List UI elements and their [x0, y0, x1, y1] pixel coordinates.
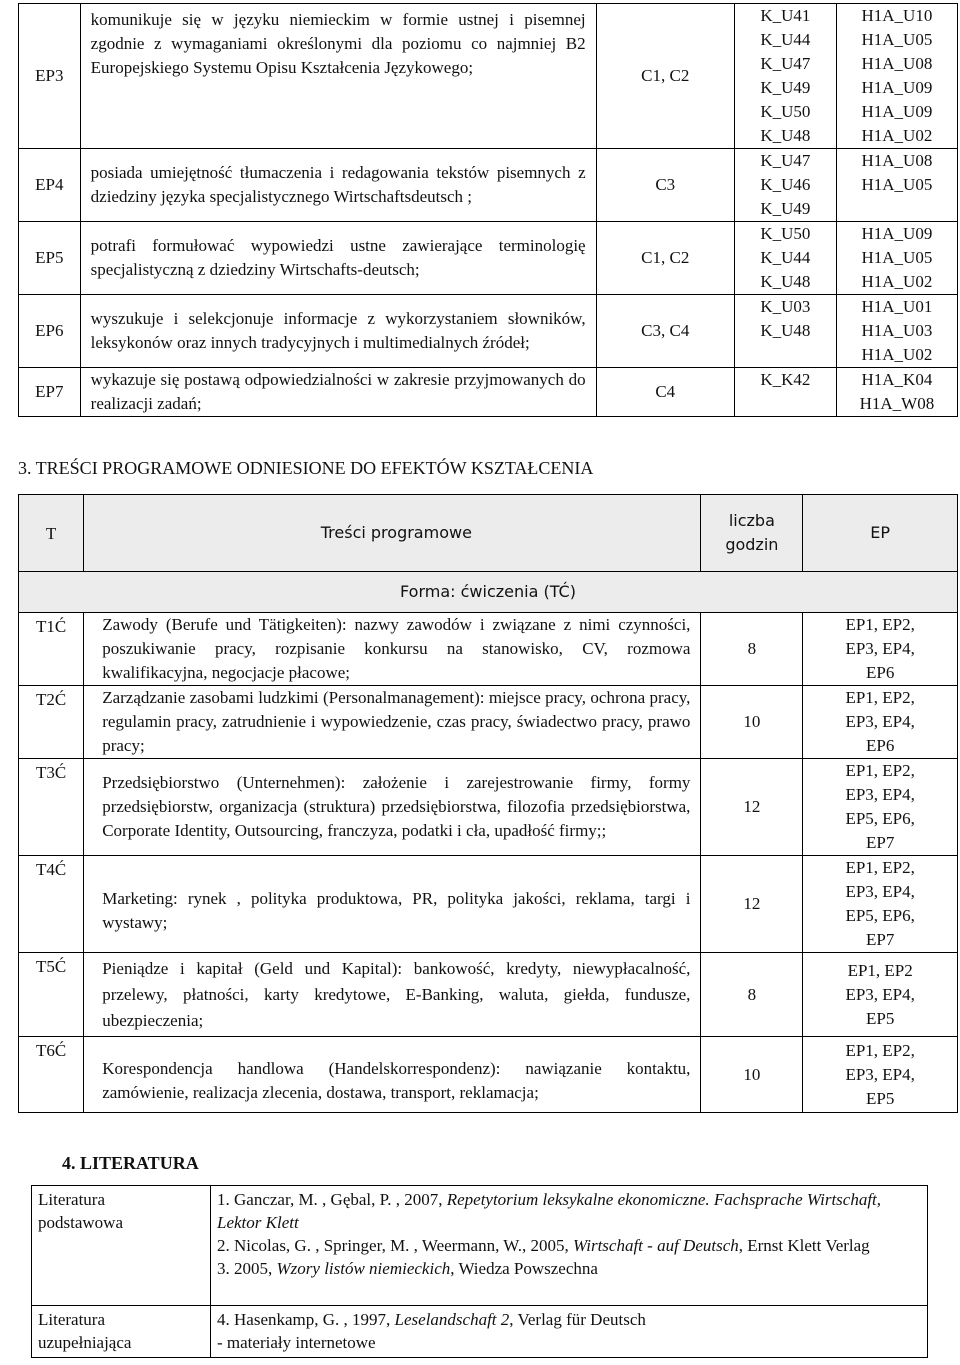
outcome-code: EP4 — [19, 149, 81, 222]
literature-table — [31, 1185, 928, 1358]
table-row — [19, 856, 958, 953]
topic-eps: EP1, EP2, EP3, EP4, EP6 — [803, 686, 958, 759]
extra-literature-row — [32, 1306, 928, 1358]
basic-literature-list — [211, 1186, 928, 1306]
outcome-direction-effects: K_U41 K_U44 K_U47 K_U49 K_U50 K_U48 — [734, 4, 836, 149]
topic-code: T5Ć — [19, 953, 84, 1037]
section-3-heading: 3. TREŚCI PROGRAMOWE ODNIESIONE DO EFEKTÓW KSZTAŁCENIA — [18, 458, 594, 478]
topic-hours: 8 — [701, 613, 803, 686]
topic-content: Zawody (Berufe und Tätigkeiten): nazwy zawodów i związane z nimi czynności, poszukiwanie pracy, rozpisanie konkursu na stanowisko, CV, rozmowa kwalifikacyjna, negocjacje płacowe; — [84, 613, 701, 686]
outcome-description: posiada umiejętność tłumaczenia i redagowania tekstów pisemnych z dziedziny języka specjalistycznego Wirtschaftsdeutsch ; — [80, 149, 596, 222]
outcome-description: potrafi formułować wypowiedzi ustne zawierające terminologię specjalistyczną z dziedziny Wirtschafts-deutsch; — [80, 222, 596, 295]
table-row — [19, 953, 958, 1037]
table-row — [19, 759, 958, 856]
outcome-area-effects: H1A_U09 H1A_U05 H1A_U02 — [836, 222, 957, 295]
outcome-row — [19, 368, 958, 417]
header-content: Treści programowe — [84, 495, 701, 572]
topic-eps: EP1, EP2, EP3, EP4, EP5 — [803, 1037, 958, 1113]
topic-eps: EP1, EP2, EP3, EP4, EP5, EP6, EP7 — [803, 759, 958, 856]
outcome-area-effects: H1A_U08 H1A_U05 — [836, 149, 957, 222]
outcome-direction-effects: K_U03 K_U48 — [734, 295, 836, 368]
table-row — [19, 613, 958, 686]
form-row — [19, 572, 958, 613]
outcome-code: EP7 — [19, 368, 81, 417]
topic-eps: EP1, EP2 EP3, EP4, EP5 — [803, 953, 958, 1037]
topic-content: Marketing: rynek , polityka produktowa, PR, polityka jakości, reklama, targi i wystawy; — [84, 856, 701, 953]
outcome-goals: C4 — [596, 368, 734, 417]
header-ep: EP — [803, 495, 958, 572]
outcome-code: EP6 — [19, 295, 81, 368]
literature-item: 2. Nicolas, G. , Springer, M. , Weermann, W., 2005, Wirtschaft - auf Deutsch, Ernst Klett Verlag — [217, 1236, 870, 1255]
section-4-heading: 4. LITERATURA — [62, 1153, 199, 1173]
topic-hours: 10 — [701, 686, 803, 759]
outcome-goals: C3, C4 — [596, 295, 734, 368]
literature-item: 1. Ganczar, M. , Gębal, P. , 2007, Repetytorium leksykalne ekonomiczne. Fachsprache Wirtschaft, Lektor Klett — [217, 1190, 882, 1232]
header-t: T — [19, 495, 84, 572]
extra-literature-list — [211, 1306, 928, 1358]
table-header-row — [19, 495, 958, 572]
outcome-code: EP3 — [19, 4, 81, 149]
topic-code: T6Ć — [19, 1037, 84, 1113]
topic-eps: EP1, EP2, EP3, EP4, EP6 — [803, 613, 958, 686]
form-label: Forma: ćwiczenia (TĆ) — [19, 572, 958, 613]
topic-hours: 8 — [701, 953, 803, 1037]
topic-content: Przedsiębiorstwo (Unternehmen): założenie i zarejestrowanie firmy, formy przedsiębiorstw, organizacja (struktura) przedsiębiorstwa, filozofia przedsiębiorstwa, Corporate Identity, Outsourcing, franczyza, podatki i cła, upadłość firmy;; — [84, 759, 701, 856]
outcome-goals: C1, C2 — [596, 222, 734, 295]
learning-outcomes-table — [18, 3, 958, 417]
outcome-description: wykazuje się postawą odpowiedzialności w zakresie przyjmowanych do realizacji zadań; — [80, 368, 596, 417]
outcome-code: EP5 — [19, 222, 81, 295]
topic-content: Korespondencja handlowa (Handelskorrespondenz): nawiązanie kontaktu, zamówienie, realizacja zlecenia, dostawa, transport, reklamacja; — [84, 1037, 701, 1113]
topic-code: T4Ć — [19, 856, 84, 953]
header-hours: liczba godzin — [701, 495, 803, 572]
outcome-direction-effects: K_U50 K_U44 K_U48 — [734, 222, 836, 295]
topic-hours: 12 — [701, 759, 803, 856]
literature-item: 3. 2005, Wzory listów niemieckich, Wiedza Powszechna — [217, 1259, 598, 1278]
basic-literature-row — [32, 1186, 928, 1306]
table-row — [19, 686, 958, 759]
topic-content: Pieniądze i kapitał (Geld und Kapital): bankowość, kredyty, niewypłacalność, przelewy, płatności, karty kredytowe, E-Banking, waluta, giełda, fundusze, ubezpieczenia; — [84, 953, 701, 1037]
topic-eps: EP1, EP2, EP3, EP4, EP5, EP6, EP7 — [803, 856, 958, 953]
topic-code: T3Ć — [19, 759, 84, 856]
extra-literature-label: Literatura uzupełniająca — [32, 1306, 211, 1358]
topic-code: T1Ć — [19, 613, 84, 686]
outcome-goals: C3 — [596, 149, 734, 222]
outcome-description: wyszukuje i selekcjonuje informacje z wykorzystaniem słowników, leksykonów oraz innych tradycyjnych i multimedialnych źródeł; — [80, 295, 596, 368]
outcome-area-effects: H1A_K04 H1A_W08 — [836, 368, 957, 417]
topic-content: Zarządzanie zasobami ludzkimi (Personalmanagement): miejsce pracy, ochrona pracy, regulamin pracy, zatrudnienie i wypowiedzenie, czas pracy, świadectwo pracy, prawo pracy; — [84, 686, 701, 759]
basic-literature-label: Literatura podstawowa — [32, 1186, 211, 1306]
outcome-row — [19, 4, 958, 149]
literature-item: - materiały internetowe — [217, 1333, 376, 1352]
outcome-area-effects: H1A_U01 H1A_U03 H1A_U02 — [836, 295, 957, 368]
outcome-row — [19, 149, 958, 222]
table-row — [19, 1037, 958, 1113]
topic-hours: 10 — [701, 1037, 803, 1113]
topic-code: T2Ć — [19, 686, 84, 759]
outcome-row — [19, 295, 958, 368]
outcome-direction-effects: K_K42 — [734, 368, 836, 417]
topic-hours: 12 — [701, 856, 803, 953]
outcome-area-effects: H1A_U10 H1A_U05 H1A_U08 H1A_U09 H1A_U09 H1A_U02 — [836, 4, 957, 149]
outcome-goals: C1, C2 — [596, 4, 734, 149]
literature-item: 4. Hasenkamp, G. , 1997, Leselandschaft 2, Verlag für Deutsch — [217, 1310, 646, 1329]
outcome-direction-effects: K_U47 K_U46 K_U49 — [734, 149, 836, 222]
outcome-description: komunikuje się w języku niemieckim w formie ustnej i pisemnej zgodnie z wymaganiami określonymi dla poziomu co najmniej B2 Europejskiego Systemu Opisu Kształcenia Językowego; — [80, 4, 596, 149]
outcome-row — [19, 222, 958, 295]
program-content-table — [18, 494, 958, 1113]
